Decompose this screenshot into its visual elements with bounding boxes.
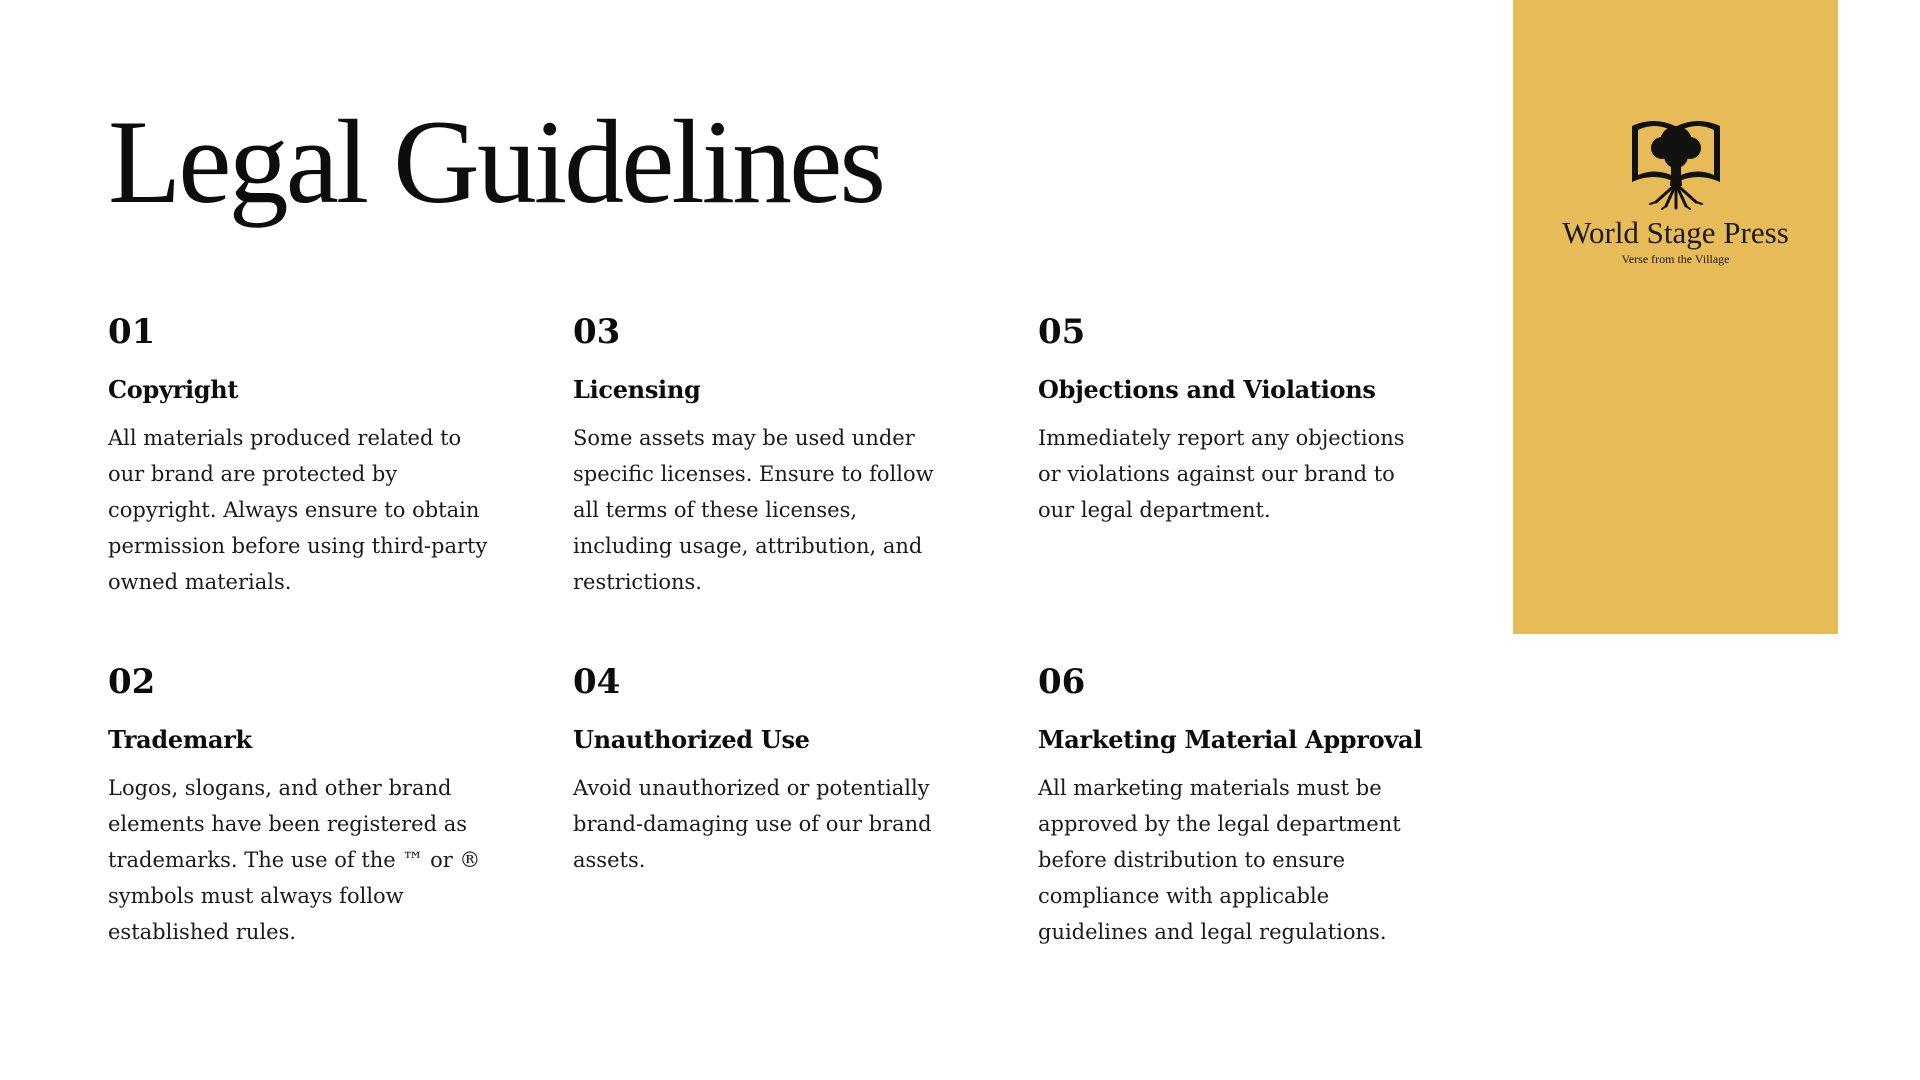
section-heading: Trademark <box>108 725 252 754</box>
guideline-trademark <box>108 662 508 950</box>
section-body: Avoid unauthorized or potentially brand-damaging use of our brand assets. <box>573 776 932 872</box>
guideline-objections-violations <box>1038 312 1438 528</box>
section-heading: Unauthorized Use <box>573 725 810 754</box>
section-body: Logos, slogans, and other brand elements have been registered as trademarks. The use of the ™ or ® symbols must always follow established rules. <box>108 776 481 944</box>
guideline-copyright <box>108 312 508 600</box>
page-title: Legal Guidelines <box>108 95 884 228</box>
logo-panel <box>1513 0 1838 634</box>
brand-logo <box>1513 112 1838 266</box>
guidelines-grid <box>108 312 1508 1012</box>
section-number: 06 <box>1038 662 1086 702</box>
brand-name: World Stage Press <box>1562 215 1789 250</box>
guideline-marketing-approval <box>1038 662 1438 950</box>
section-number: 04 <box>573 662 621 702</box>
section-body: Immediately report any objections or violations against our brand to our legal department. <box>1038 426 1405 522</box>
guideline-licensing <box>573 312 973 600</box>
section-heading: Marketing Material Approval <box>1038 725 1423 754</box>
section-body: All marketing materials must be approved by the legal department before distribution to ensure compliance with applicable guidelines and legal regulations. <box>1038 776 1401 944</box>
section-number: 02 <box>108 662 156 702</box>
book-tree-icon <box>1626 112 1726 210</box>
guideline-unauthorized-use <box>573 662 973 878</box>
section-body: Some assets may be used under specific licenses. Ensure to follow all terms of these licenses, including usage, attribution, and restrictions. <box>573 426 934 594</box>
section-number: 01 <box>108 312 156 352</box>
section-heading: Copyright <box>108 375 239 404</box>
section-number: 05 <box>1038 312 1086 352</box>
section-heading: Licensing <box>573 375 701 404</box>
brand-tagline: Verse from the Village <box>1621 252 1730 266</box>
section-number: 03 <box>573 312 621 352</box>
section-body: All materials produced related to our brand are protected by copyright. Always ensure to obtain permission before using third-party owned materials. <box>108 426 488 594</box>
section-heading: Objections and Violations <box>1038 375 1376 404</box>
